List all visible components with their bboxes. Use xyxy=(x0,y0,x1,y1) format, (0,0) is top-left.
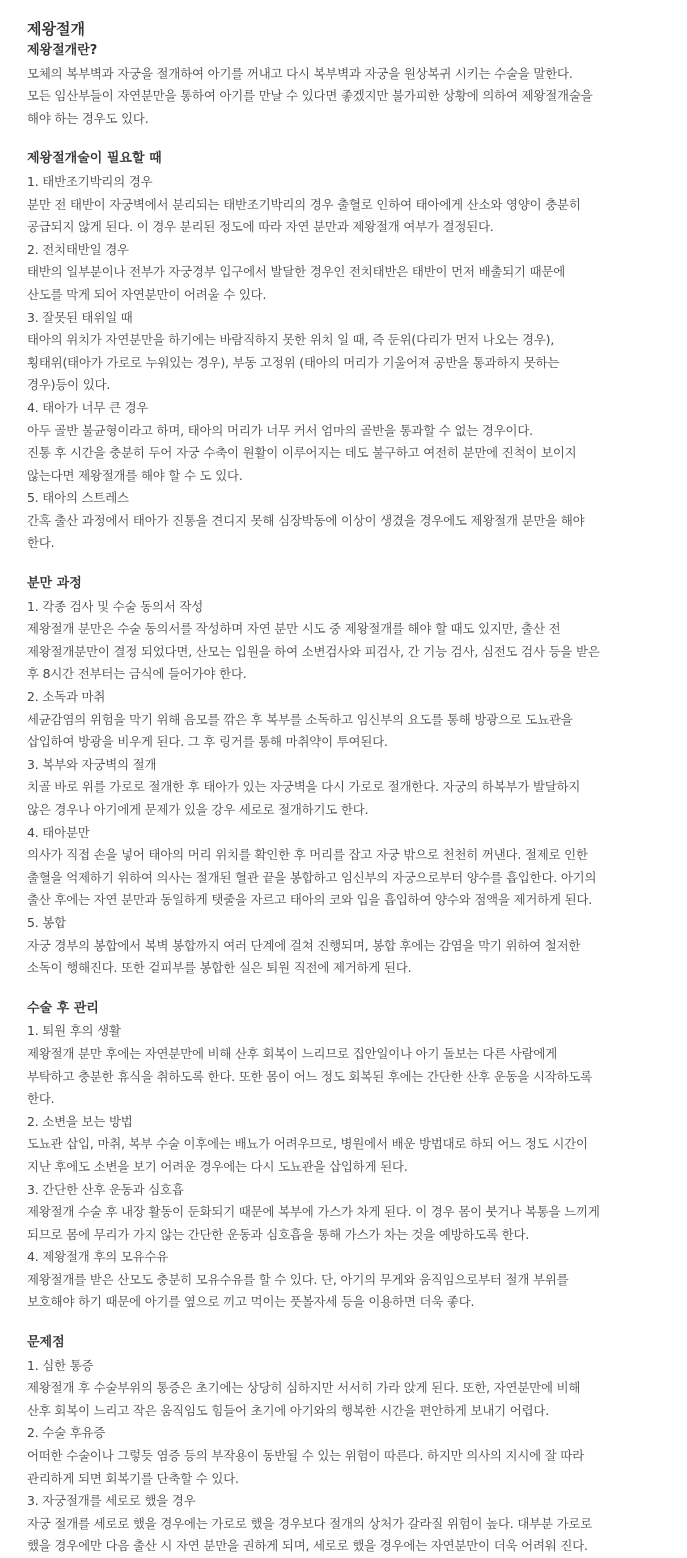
body-text-line: 아두 골반 불균형이라고 하며, 태아의 머리가 너무 커서 엄마의 골반을 통과할 수 없는 경우이다. xyxy=(27,422,533,438)
content-block xyxy=(27,686,677,754)
subheading: 3. 잘못된 태위일 때 xyxy=(27,309,133,325)
body-text-line: 공급되지 않게 된다. 이 경우 분리된 정도에 따라 자연 분만과 제왕절개 여부가 결정된다. xyxy=(27,219,494,235)
body-text-line: 간혹 출산 과정에서 태아가 진통을 견디지 못해 심장박동에 이상이 생겼을 경우에도 제왕절개 분만을 해야 xyxy=(27,512,585,528)
subheading: 5. 태아의 스트레스 xyxy=(27,490,129,506)
body-text-line: 태아의 위치가 자연분만을 하기에는 바람직하지 못한 위치 일 때, 즉 둔위(다리가 먼저 나오는 경우), xyxy=(27,332,555,348)
body-text-line: 출산 후에는 자연 분만과 동일하게 탯줄을 자르고 태아의 코와 입을 흡입하여 양수와 점액을 제거하게 된다. xyxy=(27,892,593,908)
content-block xyxy=(27,822,677,912)
body-text-line: 경우)등이 있다. xyxy=(27,377,111,393)
body-text-line: 제왕절개 분만은 수술 동의서를 작성하며 자연 분만 시도 중 제왕절개를 해야 할 때도 있지만, 출산 전 xyxy=(27,621,561,637)
content-block xyxy=(27,171,677,239)
body-text-line: 제왕절개 분만 후에는 자연분만에 비해 산후 회복이 느리므로 집안일이나 아기 돌보는 다른 사람에게 xyxy=(27,1045,558,1061)
body-text-line: 않는다면 제왕절개를 해야 할 수 도 있다. xyxy=(27,467,243,483)
body-text-line: 관리하게 되면 회복기를 단축할 수 있다. xyxy=(27,1470,239,1486)
body-text-line: 후 8시간 전부터는 금식에 들어가야 한다. xyxy=(27,666,247,682)
body-text-line: 의사가 직접 손을 넣어 태아의 머리 위치를 확인한 후 머리를 잡고 자궁 밖으로 천천히 꺼낸다. 절제로 인한 xyxy=(27,847,588,863)
body-text-line: 않은 경우나 아기에게 문제가 있을 강우 세로로 절개하기도 한다. xyxy=(27,802,369,817)
content-block xyxy=(27,1179,677,1247)
body-text-line: 한다. xyxy=(27,535,55,551)
subheading: 3. 복부와 자궁벽의 절개 xyxy=(27,756,157,772)
subheading: 2. 수술 후유증 xyxy=(27,1425,106,1441)
section xyxy=(27,40,677,130)
body-text-line: 제왕절개분만이 결정 되었다면, 산모는 입원을 하여 소변검사와 피검사, 간 기능 검사, 심전도 검사 등을 받은 xyxy=(27,643,600,659)
content-block xyxy=(27,239,677,307)
body-text-line: 세균감염의 위험을 막기 위해 음모를 깎은 후 복부를 소독하고 임신부의 요도를 통해 방광으로 도뇨관을 xyxy=(27,711,573,727)
content-block xyxy=(27,596,677,686)
content-block xyxy=(27,1246,677,1314)
section-heading: 분만 과정 xyxy=(27,576,82,592)
content-block xyxy=(27,1355,677,1423)
section xyxy=(27,148,677,555)
body-text-line: 도뇨관 삽입, 마취, 복부 수술 이후에는 배뇨가 어려우므로, 병원에서 배운 방법대로 하되 어느 정도 시간이 xyxy=(27,1136,588,1152)
subheading: 2. 전치태반일 경우 xyxy=(27,241,129,257)
body-text-line: 제왕절개 수술 후 내장 활동이 둔화되기 때문에 복부에 가스가 차게 된다. 이 경우 몸이 붓거나 복통을 느끼게 xyxy=(27,1204,600,1220)
subheading: 2. 소독과 마취 xyxy=(27,689,106,705)
body-text-line: 횡태위(태아가 가로로 누워있는 경우), 부동 고정위 (태아의 머리가 기울어져 공반을 통과하지 못하는 xyxy=(27,354,560,370)
body-text-line: 산후 회복이 느리고 작은 움직임도 힘들어 초기에 아기와의 행복한 시간을 편안하게 보내기 어렵다. xyxy=(27,1402,550,1418)
section-heading: 문제점 xyxy=(27,1335,65,1351)
content-block xyxy=(27,1422,677,1490)
body-text-line: 한다. xyxy=(27,1091,55,1107)
body-text-line: 자궁 경부의 봉합에서 복벽 봉합까지 여러 단계에 걸쳐 진행되며, 봉합 후에는 감염을 막기 위하여 철저한 xyxy=(27,937,581,953)
body-text-line: 출혈을 억제하기 위하여 의사는 절개된 혈관 끝을 봉합하고 임신부의 자궁으로부터 양수를 흡입한다. 아기의 xyxy=(27,869,597,885)
body-text-line: 자궁 절개를 세로로 했을 경우에는 가로로 했을 경우보다 절개의 상처가 갈라질 위험이 높다. 대부분 가로로 xyxy=(27,1515,593,1531)
body-text-line: 했을 경우에만 다음 출산 시 자연 분만을 권하게 되며, 세로로 했을 경우에는 자연분만이 더욱 어려워 진다. xyxy=(27,1538,588,1554)
body-text-line: 부탁하고 충분한 휴식을 취하도록 한다. 또한 몸이 어느 정도 회복된 후에는 간단한 산후 운동을 시작하도록 xyxy=(27,1068,593,1084)
body-text-line: 삽입하여 방광을 비우게 된다. 그 후 링거를 통해 마취약이 투여된다. xyxy=(27,734,388,750)
section xyxy=(27,1332,677,1558)
body-text-line: 모체의 복부벽과 자궁을 절개하여 아기를 꺼내고 다시 복부벽과 자궁을 원상복귀 시키는 수술을 말한다. xyxy=(27,65,573,81)
content-block xyxy=(27,1020,677,1110)
subheading: 1. 심한 통증 xyxy=(27,1357,94,1373)
body-text-line: 제왕절개 후 수술부위의 통증은 초기에는 상당히 심하지만 서서히 가라 앉게 된다. 또한, 자연분만에 비해 xyxy=(27,1380,581,1396)
content-block xyxy=(27,1490,677,1558)
content-block xyxy=(27,63,677,131)
body-text-line: 모든 임산부들이 자연분만을 통하여 아기를 만날 수 있다면 좋겠지만 불가피한 상황에 의하여 제왕절개술을 xyxy=(27,88,593,104)
subheading: 1. 태반조기박리의 경우 xyxy=(27,173,153,189)
body-text-line: 지난 후에도 소변을 보기 어려운 경우에는 다시 도뇨관을 삽입하게 된다. xyxy=(27,1158,408,1174)
content-block xyxy=(27,754,677,822)
body-text-line: 태반의 일부분이나 전부가 자궁경부 입구에서 발달한 경우인 전치태반은 태반이 먼저 배출되기 때문에 xyxy=(27,264,566,280)
section-heading: 제왕절개란? xyxy=(27,43,98,58)
subheading: 5. 봉합 xyxy=(27,914,66,930)
subheading: 4. 태아분만 xyxy=(27,824,90,840)
content-block xyxy=(27,487,677,555)
section-heading: 수술 후 관리 xyxy=(27,1000,99,1016)
body-text-line: 소독이 행해진다. 또한 겉피부를 봉합한 실은 퇴원 직전에 제거하게 된다. xyxy=(27,960,412,976)
subheading: 2. 소변을 보는 방법 xyxy=(27,1113,133,1129)
section xyxy=(27,573,677,980)
subheading: 1. 각종 검사 및 수술 동의서 작성 xyxy=(27,598,204,614)
section xyxy=(27,998,677,1314)
sections-container xyxy=(27,40,677,1558)
body-text-line: 진통 후 시간을 충분히 두어 자궁 수축이 원활이 이루어지는 데도 불구하고 여전히 분만에 진척이 보이지 xyxy=(27,445,577,461)
body-text-line: 치골 바로 위를 가로로 절개한 후 태아가 있는 자궁벽을 다시 가로로 절개한다. 자궁의 하복부가 발달하지 xyxy=(27,779,581,795)
body-text-line: 제왕절개를 받은 산모도 충분히 모유수유를 할 수 있다. 단, 아기의 무게와 움직임으로부터 절개 부위를 xyxy=(27,1271,569,1287)
section-heading: 제왕절개술이 필요할 때 xyxy=(27,151,162,167)
subheading: 4. 태아가 너무 큰 경우 xyxy=(27,399,149,415)
body-text-line: 어떠한 수술이나 그렇듯 염증 등의 부작용이 동반될 수 있는 위험이 따른다. 하지만 의사의 지시에 잘 따라 xyxy=(27,1448,585,1464)
body-text-line: 분만 전 태반이 자궁벽에서 분리되는 태반조기박리의 경우 출혈로 인하여 태아에게 산소와 영양이 충분히 xyxy=(27,196,581,212)
content-block xyxy=(27,397,677,487)
content-block xyxy=(27,307,677,397)
page-title: 제왕절개 xyxy=(27,20,85,38)
subheading: 1. 퇴원 후의 생활 xyxy=(27,1023,121,1039)
subheading: 4. 제왕절개 후의 모유수유 xyxy=(27,1249,169,1265)
subheading: 3. 간단한 산후 운동과 심호흡 xyxy=(27,1181,184,1197)
content-block xyxy=(27,1111,677,1179)
body-text-line: 보호해야 하기 때문에 아기를 옆으로 끼고 먹이는 풋볼자세 등을 이용하면 더욱 좋다. xyxy=(27,1294,475,1310)
body-text-line: 산도를 막게 되어 자연분만이 어려울 수 있다. xyxy=(27,286,267,302)
body-text-line: 되므로 몸에 무리가 가지 않는 간단한 운동과 심호흡을 통해 가스가 차는 것을 예방하도록 한다. xyxy=(27,1226,530,1242)
content-block xyxy=(27,912,677,980)
subheading: 3. 자궁절개를 세로로 했을 경우 xyxy=(27,1493,196,1509)
body-text-line: 해야 하는 경우도 있다. xyxy=(27,110,149,126)
